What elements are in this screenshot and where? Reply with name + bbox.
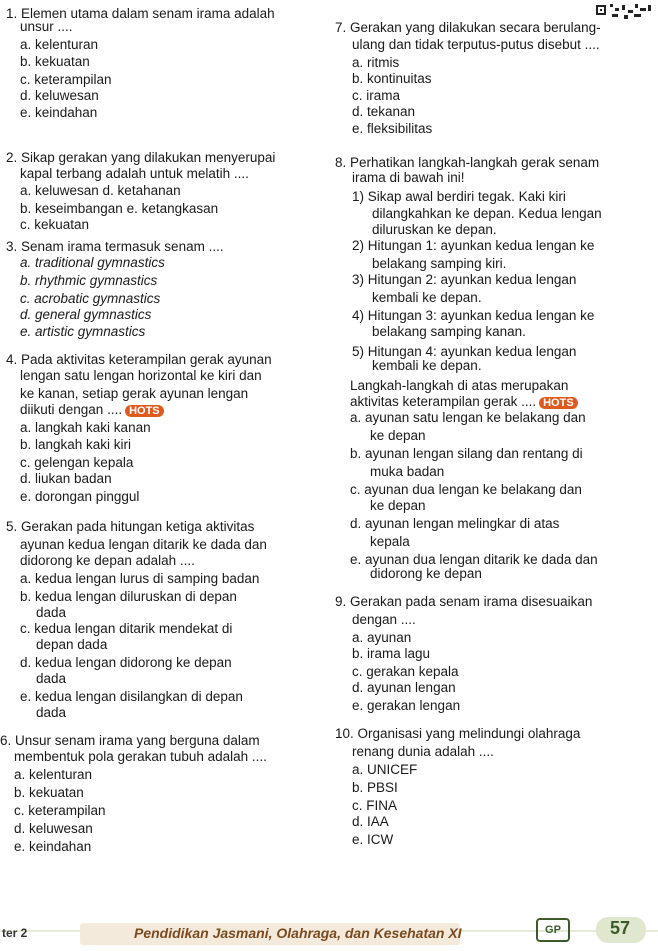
left-q4-line-6: b. langkah kaki kiri	[20, 437, 132, 452]
left-q3-line-2: a. traditional gymnastics	[20, 255, 165, 270]
right-q3-line-5: c. gerakan kepala	[352, 664, 459, 679]
page-number: 57	[610, 918, 631, 938]
right-q1-line-4: b. kontinuitas	[352, 71, 432, 86]
right-q2-line-1: 8. Perhatikan langkah-langkah gerak senam	[335, 155, 600, 170]
left-q5-line-7: c. kedua lengan ditarik mendekat di	[20, 621, 233, 636]
left-q5-line-3: didorong ke depan adalah ....	[20, 553, 195, 568]
right-q3-line-6: d. ayunan lengan	[352, 680, 456, 695]
left-q4-line-3: ke kanan, setiap gerak ayunan lengan	[20, 386, 249, 401]
right-q2-line-22: d. ayunan lengan melingkar di atas	[350, 516, 560, 531]
left-q2-line-4: b. keseimbangan e. ketangkasan	[20, 201, 219, 216]
left-q5-line-5: b. kedua lengan diluruskan di depan	[20, 589, 237, 604]
left-q6-line-6: d. keluwesan	[14, 821, 93, 836]
left-q4-line-9: e. dorongan pinggul	[20, 489, 140, 504]
right-q4-line-2: renang dunia adalah ....	[352, 744, 494, 759]
left-q1-line-2: unsur ....	[20, 19, 73, 34]
left-q5-line-8: depan dada	[36, 637, 108, 652]
left-q6-line-4: b. kekuatan	[14, 785, 84, 800]
right-q1-line-7: e. fleksibilitas	[352, 121, 433, 136]
right-q1-line-2: ulang dan tidak terputus-putus disebut ....	[352, 37, 600, 52]
right-q2-line-19: muka badan	[370, 464, 445, 479]
left-q4-line-7: c. gelengan kepala	[20, 455, 134, 470]
left-q1-line-6: d. keluwesan	[20, 88, 99, 103]
right-q2-line-9: kembali ke depan.	[372, 290, 482, 305]
right-q1-line-3: a. ritmis	[352, 55, 400, 70]
right-q3-line-4: b. irama lagu	[352, 646, 431, 661]
right-q2-line-13: kembali ke depan.	[372, 358, 482, 373]
left-q5-line-10: dada	[36, 671, 67, 686]
left-q4-line-5: a. langkah kaki kanan	[20, 420, 151, 435]
hots-badge: HOTS	[125, 405, 164, 417]
right-q2-line-14: Langkah-langkah di atas merupakan	[350, 378, 569, 393]
right-q4-line-4: b. PBSI	[352, 780, 398, 795]
right-q2-line-3: 1) Sikap awal berdiri tegak. Kaki kiri	[352, 189, 566, 204]
left-q1-line-1: 1. Elemen utama dalam senam irama adalah	[6, 6, 275, 21]
right-q2-line-11: belakang samping kanan.	[372, 324, 526, 339]
left-q6-line-2: membentuk pola gerakan tubuh adalah ....	[14, 749, 267, 764]
left-q1-line-7: e. keindahan	[20, 105, 98, 120]
left-q4-line-2: lengan satu lengan horizontal ke kiri dan	[20, 368, 262, 383]
right-q3-line-3: a. ayunan	[352, 630, 412, 645]
right-q2-line-23: kepala	[370, 534, 410, 549]
right-q4-line-7: e. ICW	[352, 832, 394, 847]
publisher-badge: GP	[536, 918, 570, 942]
right-q4-line-6: d. IAA	[352, 814, 389, 829]
left-q6-line-5: c. keterampilan	[14, 803, 106, 818]
left-q4-line-1: 4. Pada aktivitas keterampilan gerak ayunan	[6, 352, 272, 367]
right-q1-line-5: c. irama	[352, 88, 401, 103]
right-q4-line-5: c. FINA	[352, 798, 398, 813]
left-q2-line-5: c. kekuatan	[20, 217, 90, 232]
left-q5-line-11: e. kedua lengan disilangkan di depan	[20, 689, 243, 704]
right-q1-line-6: d. tekanan	[352, 104, 416, 119]
left-q6-line-3: a. kelenturan	[14, 767, 93, 782]
right-q2-line-25: didorong ke depan	[370, 566, 482, 581]
right-q4-line-1: 10. Organisasi yang melindungi olahraga	[335, 726, 581, 741]
left-q4-line-8: d. liukan badan	[20, 471, 112, 486]
right-q2-line-7: belakang samping kiri.	[372, 256, 507, 271]
right-q2-line-8: 3) Hitungan 2: ayunkan kedua lengan	[352, 272, 577, 287]
left-q3-line-4: c. acrobatic gymnastics	[20, 291, 161, 306]
book-title: Pendidikan Jasmani, Olahraga, dan Kesehatan XI	[134, 925, 462, 941]
right-q2-line-18: b. ayunan lengan silang dan rentang di	[350, 446, 583, 461]
right-q3-line-7: e. gerakan lengan	[352, 698, 461, 713]
hots-badge: HOTS	[539, 397, 578, 409]
left-q3-line-6: e. artistic gymnastics	[20, 324, 146, 339]
right-q2-line-10: 4) Hitungan 3: ayunkan kedua lengan ke	[352, 308, 595, 323]
chapter-label: ter 2	[2, 926, 28, 940]
left-q5-line-12: dada	[36, 705, 67, 720]
right-q2-line-6: 2) Hitungan 1: ayunkan kedua lengan ke	[352, 238, 595, 253]
left-q4-line-4: diikuti dengan .... HOTS	[20, 402, 164, 419]
left-q5-line-9: d. kedua lengan didorong ke depan	[20, 655, 232, 670]
left-q3-line-3: b. rhythmic gymnastics	[20, 273, 158, 288]
left-q3-line-5: d. general gymnastics	[20, 307, 152, 322]
left-q2-line-3: a. keluwesan d. ketahanan	[20, 183, 181, 198]
left-q2-line-1: 2. Sikap gerakan yang dilakukan menyerupai	[6, 150, 276, 165]
right-q3-line-2: dengan ....	[352, 612, 416, 627]
left-q1-line-5: c. keterampilan	[20, 72, 112, 87]
left-q5-line-2: ayunan kedua lengan ditarik ke dada dan	[20, 537, 267, 552]
right-q2-line-20: c. ayunan dua lengan ke belakang dan	[350, 482, 582, 497]
right-q2-line-16: a. ayunan satu lengan ke belakang dan	[350, 410, 586, 425]
right-q1-line-1: 7. Gerakan yang dilakukan secara berulang-	[335, 20, 601, 35]
left-q3-line-1: 3. Senam irama termasuk senam ....	[6, 239, 224, 254]
right-q2-line-17: ke depan	[370, 428, 426, 443]
right-q2-line-4: dilangkahkan ke depan. Kedua lengan	[372, 206, 602, 221]
right-q2-line-12: 5) Hitungan 4: ayunkan kedua lengan	[352, 344, 577, 359]
right-q2-line-5: diluruskan ke depan.	[372, 222, 497, 237]
left-q5-line-6: dada	[36, 605, 67, 620]
right-q2-line-21: ke depan	[370, 498, 426, 513]
right-q2-line-24: e. ayunan dua lengan ditarik ke dada dan	[350, 552, 598, 567]
right-q4-line-3: a. UNICEF	[352, 762, 418, 777]
right-q3-line-1: 9. Gerakan pada senam irama disesuaikan	[335, 594, 593, 609]
left-q2-line-2: kapal terbang adalah untuk melatih ....	[20, 166, 249, 181]
right-q2-line-2: irama di bawah ini!	[352, 170, 465, 185]
left-q5-line-4: a. kedua lengan lurus di samping badan	[20, 571, 260, 586]
right-q2-line-15: aktivitas keterampilan gerak .... HOTS	[350, 394, 578, 411]
left-q6-line-1: 6. Unsur senam irama yang berguna dalam	[0, 733, 260, 748]
qr-code-icon	[594, 2, 654, 22]
left-q1-line-4: b. kekuatan	[20, 54, 90, 69]
left-q1-line-3: a. kelenturan	[20, 37, 99, 52]
left-q5-line-1: 5. Gerakan pada hitungan ketiga aktivitas	[6, 519, 255, 534]
left-q6-line-7: e. keindahan	[14, 839, 92, 854]
